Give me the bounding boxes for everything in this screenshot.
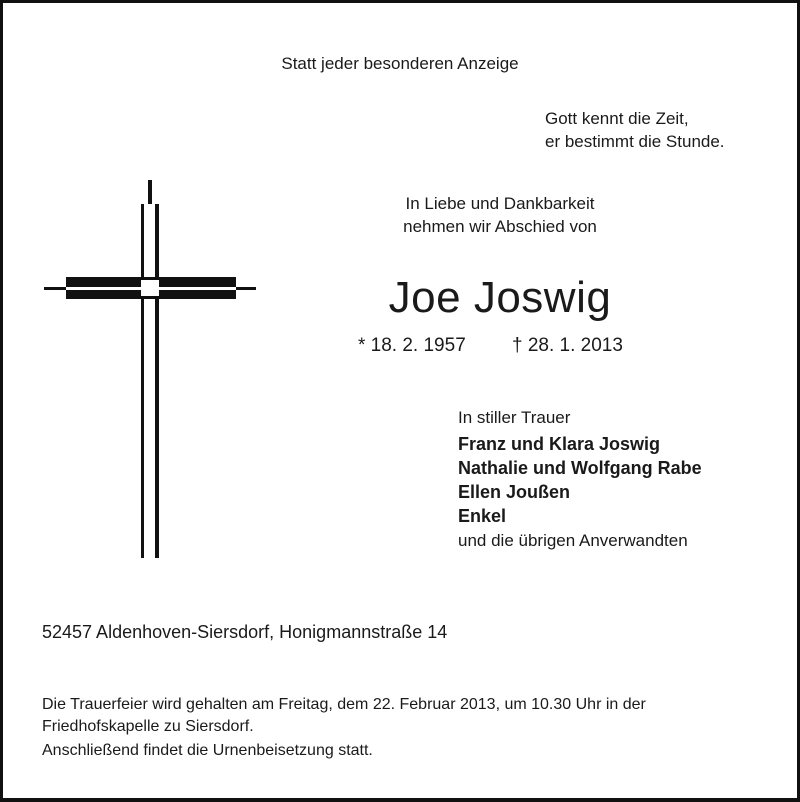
mourning-label: In stiller Trauer	[458, 408, 571, 427]
deceased-name: Joe Joswig	[388, 273, 612, 322]
quote	[545, 107, 725, 153]
intro-line-2: nehmen wir Abschied von	[403, 217, 597, 236]
urn-burial-note: Anschließend findet die Urnenbeisetzung statt.	[42, 742, 373, 759]
intro	[330, 192, 670, 238]
other-relatives: und die übrigen Anverwandten	[458, 531, 688, 550]
address: 52457 Aldenhoven-Siersdorf, Honigmannstraße 14	[42, 622, 448, 642]
quote-line-1: Gott kennt die Zeit,	[545, 109, 689, 128]
death-date: † 28. 1. 2013	[512, 335, 623, 356]
birth-date: * 18. 2. 1957	[358, 335, 466, 356]
cross-icon	[44, 180, 256, 558]
notice-header: Statt jeder besonderen Anzeige	[281, 54, 519, 73]
mourner-4: Enkel	[458, 506, 507, 526]
intro-line-1: In Liebe und Dankbarkeit	[405, 194, 595, 213]
mourner-1: Franz und Klara Joswig	[458, 434, 661, 454]
quote-line-2: er bestimmt die Stunde.	[545, 132, 725, 151]
service-details: Die Trauerfeier wird gehalten am Freitag, dem 22. Februar 2013, um 10.30 Uhr in der Friedhofskapelle zu Siersdorf.	[42, 696, 646, 735]
mourner-2: Nathalie und Wolfgang Rabe	[458, 458, 702, 478]
mourner-3: Ellen Joußen	[458, 482, 571, 502]
